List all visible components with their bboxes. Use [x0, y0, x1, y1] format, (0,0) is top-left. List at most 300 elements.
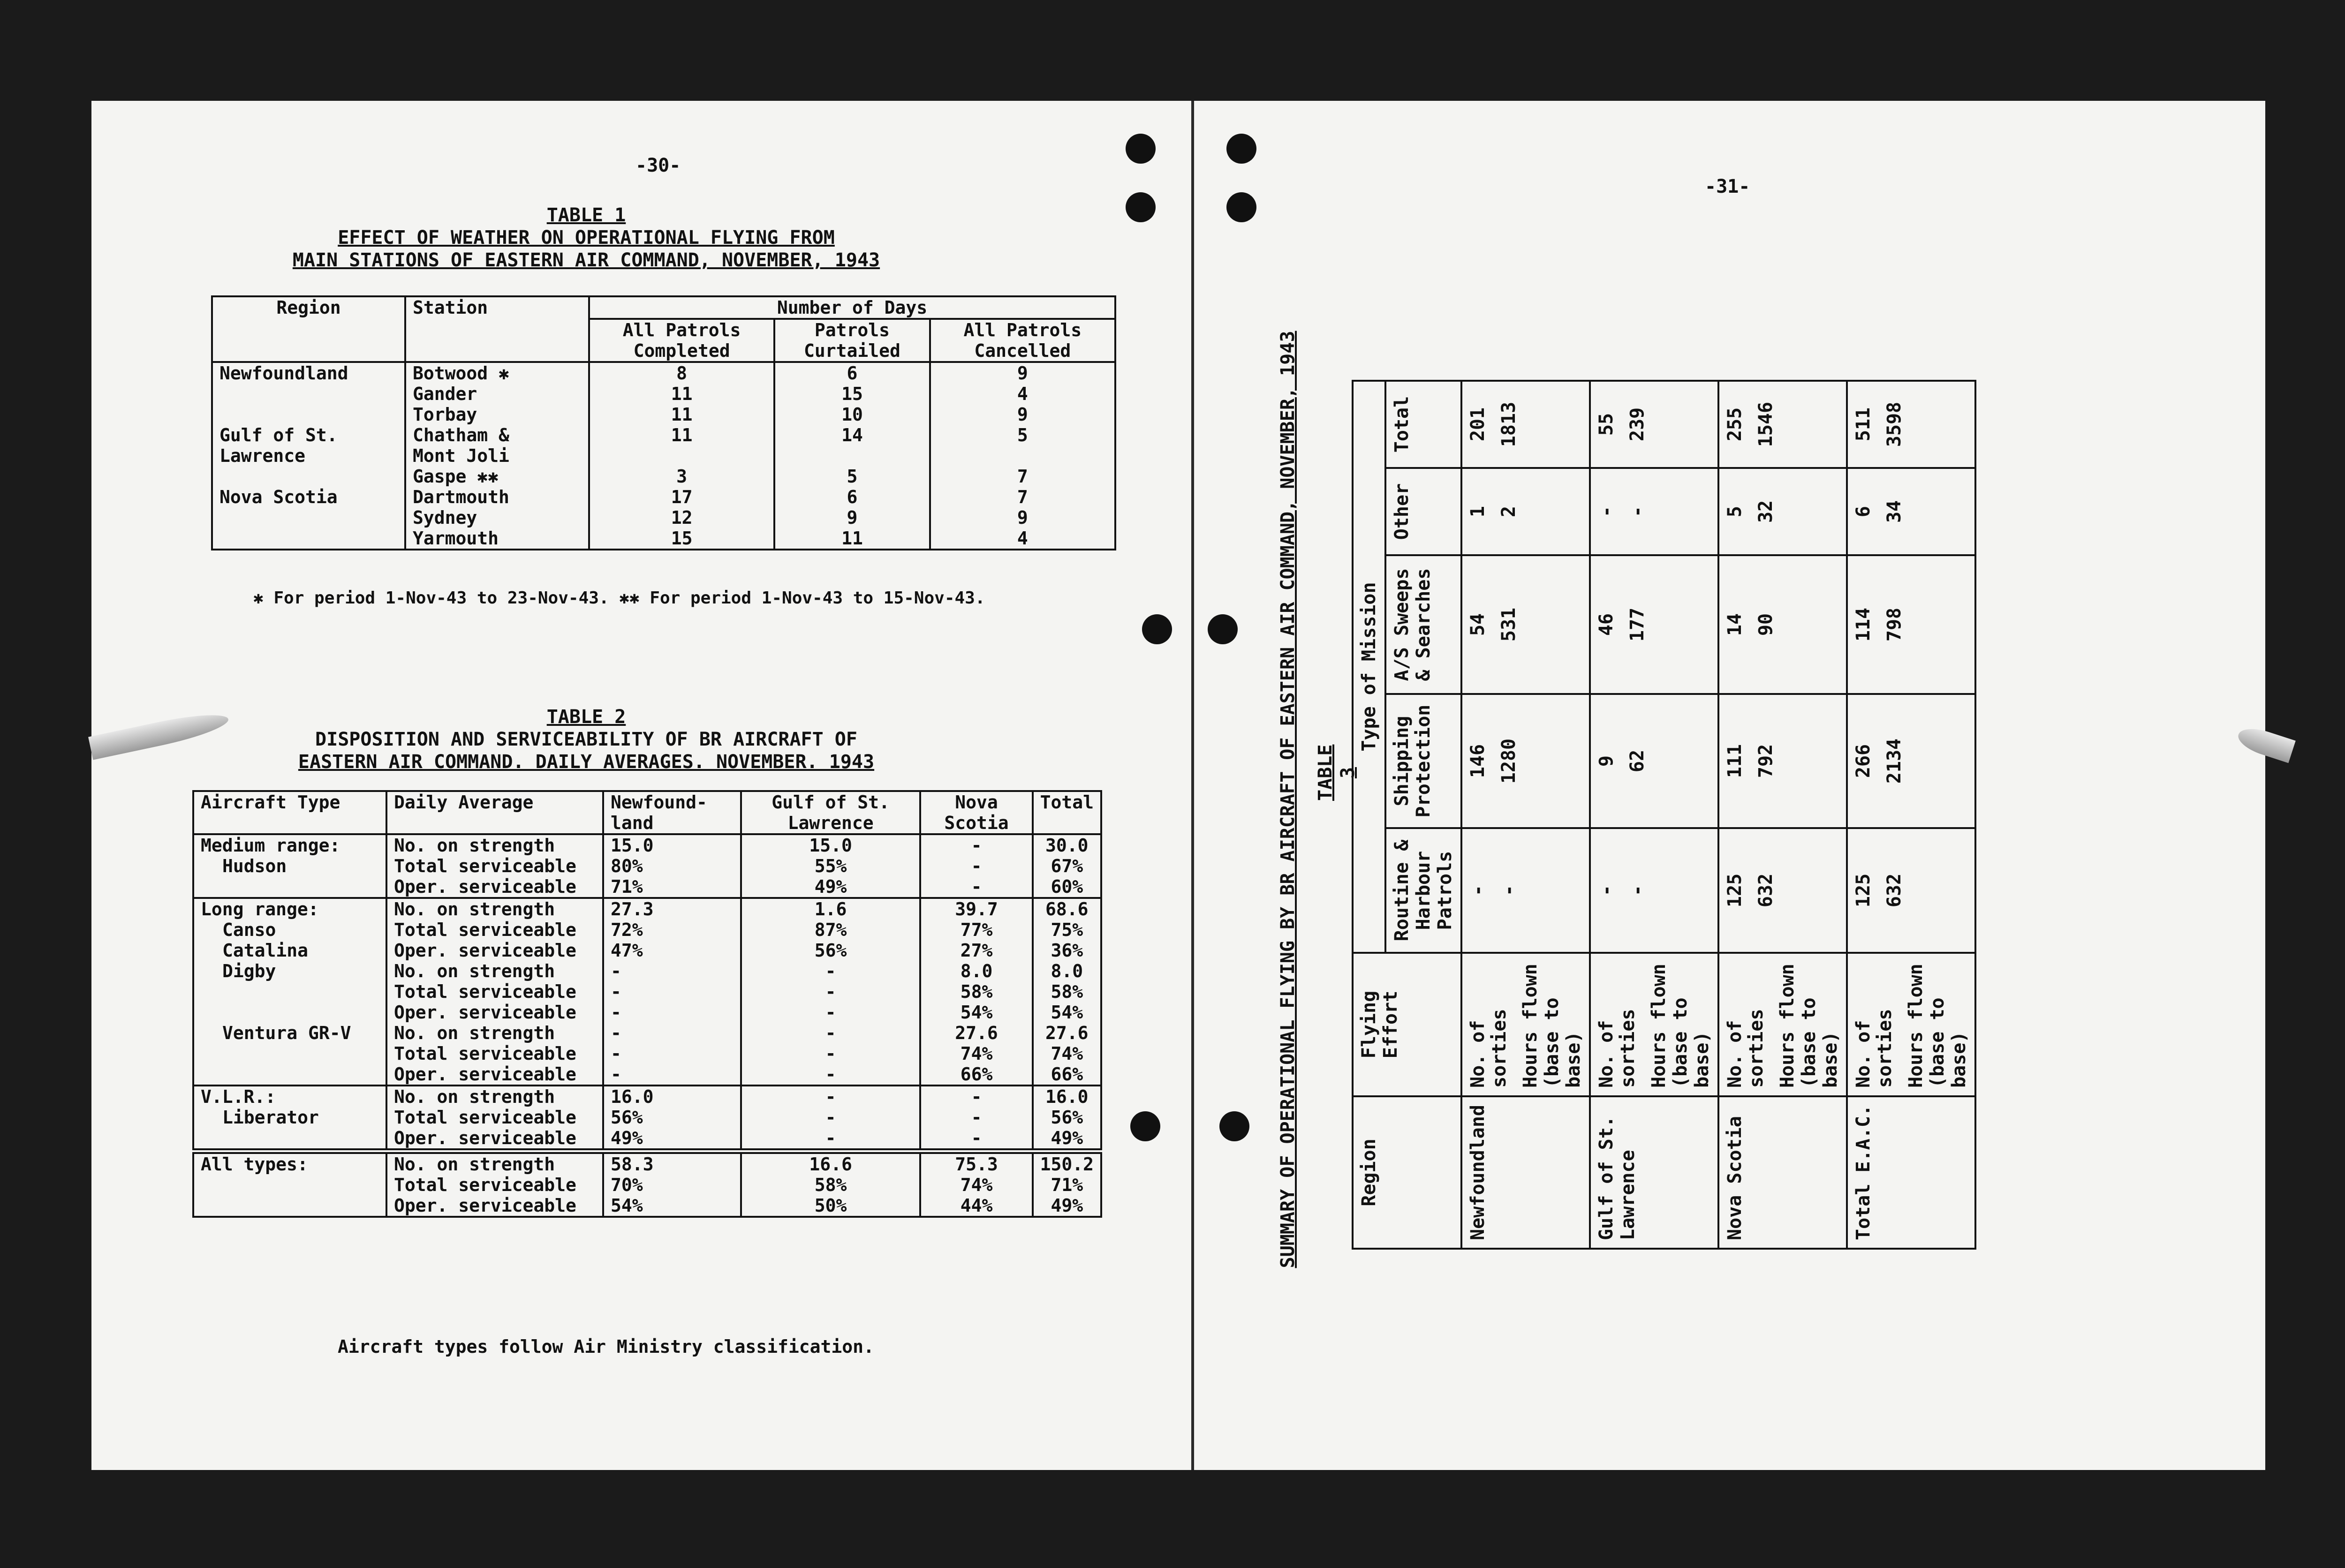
- t3-hours-value: 1546: [1755, 401, 1777, 447]
- t3-sorties-value: 9: [1596, 755, 1617, 767]
- t2-cell-ns: 74%: [920, 1043, 1032, 1064]
- t2-cell-nf: -: [603, 961, 741, 981]
- table3: [1352, 380, 1976, 1250]
- t3-header-flying-effort: Flying Effort: [1353, 953, 1461, 1096]
- t2-cell-avg: Oper. serviceable: [386, 876, 603, 898]
- t3-hours-value: 32: [1755, 500, 1777, 523]
- t2-cell-gulf: -: [741, 1107, 921, 1128]
- t3-header-type-of-mission: Type of Mission: [1353, 381, 1385, 953]
- table1-title-line2: MAIN STATIONS OF EASTERN AIR COMMAND, NOVEMBER, 1943: [292, 249, 880, 271]
- t2-cell-avg: Oper. serviceable: [386, 1002, 603, 1023]
- t3-header-routine: Routine & Harbour Patrols: [1385, 828, 1461, 953]
- t3-sorties-value: -: [1596, 884, 1617, 897]
- t2-cell-avg: Oper. serviceable: [386, 940, 603, 961]
- t2-cell-ns: -: [920, 834, 1032, 856]
- t3-cell-value: [1461, 381, 1590, 468]
- t3-cell-flying-effort: [1718, 953, 1847, 1096]
- t1-cell-cancelled: 7: [930, 487, 1115, 507]
- t2-cell-total: 68.6: [1033, 898, 1101, 920]
- t2-cell-total: 74%: [1033, 1043, 1101, 1064]
- t3-hours-value: 792: [1755, 744, 1777, 778]
- t2-cell-gulf: -: [741, 1043, 921, 1064]
- t3-sorties-value: 54: [1467, 613, 1489, 636]
- t2-cell-ns: 75.3: [920, 1151, 1032, 1175]
- t2-cell-avg: Total serviceable: [386, 1043, 603, 1064]
- t2-cell-total: 30.0: [1033, 834, 1101, 856]
- t3-sorties-value: 266: [1853, 744, 1874, 778]
- t2-cell-type: Canso: [193, 920, 386, 940]
- t2-cell-avg: Total serviceable: [386, 920, 603, 940]
- t2-header-gulf: Gulf of St. Lawrence: [741, 791, 921, 834]
- t2-cell-gulf: 87%: [741, 920, 921, 940]
- t3-cell-flying-effort: [1461, 953, 1590, 1096]
- t2-cell-avg: Oper. serviceable: [386, 1064, 603, 1086]
- t2-cell-nf: 16.0: [603, 1086, 741, 1107]
- t2-row: [193, 940, 1101, 961]
- t2-cell-nf: -: [603, 1064, 741, 1086]
- t1-cell-curtailed: 9: [774, 507, 930, 528]
- t1-cell-completed: 17: [589, 487, 774, 507]
- t2-cell-avg: No. on strength: [386, 1023, 603, 1043]
- t2-cell-ns: 77%: [920, 920, 1032, 940]
- t3-label-hours: Hours flown (base to base): [1905, 964, 1970, 1088]
- t3-hours-value: 798: [1884, 607, 1905, 642]
- t1-cell-station: Torbay: [405, 404, 589, 425]
- t3-cell-flying-effort: [1847, 953, 1975, 1096]
- t2-cell-nf: -: [603, 981, 741, 1002]
- t2-cell-type: [193, 1128, 386, 1151]
- t3-cell-value: [1590, 468, 1718, 555]
- t3-sorties-value: 201: [1467, 407, 1489, 442]
- t1-cell-region: Gulf of St.: [212, 425, 405, 445]
- t1-cell-station: Sydney: [405, 507, 589, 528]
- t3-sorties-value: 46: [1596, 613, 1617, 636]
- t2-row: [193, 1195, 1101, 1217]
- t2-cell-nf: 71%: [603, 876, 741, 898]
- t3-header-region: Region: [1353, 1096, 1461, 1249]
- t3-hours-value: 3598: [1884, 401, 1905, 447]
- t2-row: [193, 876, 1101, 898]
- t2-cell-gulf: 1.6: [741, 898, 921, 920]
- t2-row: [193, 1043, 1101, 1064]
- t1-cell-station: Yarmouth: [405, 528, 589, 550]
- t1-cell-cancelled: 5: [930, 425, 1115, 445]
- t3-hours-value: 34: [1884, 500, 1905, 523]
- t3-cell-value: [1590, 555, 1718, 694]
- t2-cell-gulf: -: [741, 1023, 921, 1043]
- t2-cell-avg: Total serviceable: [386, 981, 603, 1002]
- t3-header-shipping: Shipping Protection: [1385, 694, 1461, 828]
- t2-cell-avg: Total serviceable: [386, 1107, 603, 1128]
- t1-cell-curtailed: [774, 445, 930, 466]
- t2-row: [193, 1151, 1101, 1175]
- t2-cell-type: [193, 876, 386, 898]
- t3-sorties-value: 125: [1724, 873, 1746, 908]
- t3-cell-region: Gulf of St. Lawrence: [1590, 1096, 1718, 1249]
- t2-cell-type: All types:: [193, 1151, 386, 1175]
- t1-cell-cancelled: [930, 445, 1115, 466]
- t2-cell-nf: 27.3: [603, 898, 741, 920]
- t2-cell-ns: 54%: [920, 1002, 1032, 1023]
- table3-title: [1276, 293, 1300, 1306]
- t1-cell-completed: 11: [589, 404, 774, 425]
- t2-cell-nf: 56%: [603, 1107, 741, 1128]
- t3-sorties-value: -: [1467, 884, 1489, 897]
- t3-header-sweeps: A/S Sweeps & Searches: [1385, 555, 1461, 694]
- t2-cell-gulf: 56%: [741, 940, 921, 961]
- t1-header-completed: All Patrols Completed: [589, 319, 774, 362]
- t1-row: [212, 362, 1115, 384]
- t2-cell-total: 16.0: [1033, 1086, 1101, 1107]
- t1-cell-completed: 3: [589, 466, 774, 487]
- t1-cell-completed: 11: [589, 425, 774, 445]
- t2-cell-avg: No. on strength: [386, 1086, 603, 1107]
- t3-hours-value: -: [1626, 884, 1648, 897]
- table2-title-line2: EASTERN AIR COMMAND. DAILY AVERAGES. NOVEMBER. 1943: [298, 751, 875, 773]
- t2-cell-gulf: 15.0: [741, 834, 921, 856]
- t3-label-sorties: No. of sorties: [1724, 1009, 1767, 1088]
- t3-sorties-value: 111: [1724, 744, 1746, 778]
- t3-hours-value: 1280: [1498, 738, 1520, 784]
- t2-cell-gulf: 49%: [741, 876, 921, 898]
- punch-hole: [1219, 1111, 1249, 1141]
- t1-cell-cancelled: 9: [930, 507, 1115, 528]
- punch-hole: [1208, 614, 1238, 644]
- t3-sorties-value: 6: [1853, 505, 1874, 518]
- t3-row: [1718, 381, 1847, 1249]
- table1-title-line1: EFFECT OF WEATHER ON OPERATIONAL FLYING FROM: [338, 227, 835, 249]
- t2-cell-avg: No. on strength: [386, 1151, 603, 1175]
- t2-cell-gulf: -: [741, 1128, 921, 1151]
- t2-cell-type: Ventura GR-V: [193, 1023, 386, 1043]
- t3-cell-value: [1590, 828, 1718, 953]
- page-number-30: -30-: [635, 155, 681, 176]
- t3-sorties-value: 125: [1853, 873, 1874, 908]
- t2-row: [193, 856, 1101, 876]
- table3-title-text: SUMMARY OF OPERATIONAL FLYING BY BR AIRCRAFT OF EASTERN AIR COMMAND, NOVEMBER, 1943: [1277, 331, 1299, 1268]
- t1-cell-region: Lawrence: [212, 445, 405, 466]
- t2-row: [193, 920, 1101, 940]
- t2-cell-type: Liberator: [193, 1107, 386, 1128]
- t1-row: [212, 384, 1115, 404]
- punch-hole: [1226, 134, 1256, 164]
- t1-cell-cancelled: 4: [930, 528, 1115, 550]
- t2-cell-type: Catalina: [193, 940, 386, 961]
- t2-cell-total: 60%: [1033, 876, 1101, 898]
- t2-cell-ns: 66%: [920, 1064, 1032, 1086]
- t1-cell-curtailed: 10: [774, 404, 930, 425]
- t3-cell-value: [1847, 468, 1975, 555]
- t2-cell-type: [193, 1002, 386, 1023]
- t2-cell-ns: 27.6: [920, 1023, 1032, 1043]
- t2-cell-ns: 74%: [920, 1175, 1032, 1195]
- t3-hours-value: -: [1498, 884, 1520, 897]
- t1-cell-station: Chatham &: [405, 425, 589, 445]
- t1-row: [212, 487, 1115, 507]
- table1-title: [234, 204, 938, 271]
- t1-cell-region: [212, 466, 405, 487]
- t2-cell-nf: 72%: [603, 920, 741, 940]
- punch-hole: [1130, 1111, 1160, 1141]
- t3-sorties-value: 55: [1596, 413, 1617, 436]
- t2-header-daily-average: Daily Average: [386, 791, 603, 834]
- t2-cell-nf: 47%: [603, 940, 741, 961]
- t2-cell-total: 71%: [1033, 1175, 1101, 1195]
- t2-cell-nf: 54%: [603, 1195, 741, 1217]
- t1-cell-curtailed: 14: [774, 425, 930, 445]
- t3-hours-value: 632: [1884, 873, 1905, 908]
- t2-cell-gulf: -: [741, 1086, 921, 1107]
- t3-sorties-value: 5: [1724, 505, 1746, 518]
- t1-header-cancelled: All Patrols Cancelled: [930, 319, 1115, 362]
- t3-label-hours: Hours flown (base to base): [1777, 964, 1841, 1088]
- t2-cell-total: 67%: [1033, 856, 1101, 876]
- t3-cell-value: [1718, 468, 1847, 555]
- t2-cell-ns: -: [920, 856, 1032, 876]
- t1-cell-region: [212, 528, 405, 550]
- t3-cell-value: [1847, 555, 1975, 694]
- t2-cell-type: V.L.R.:: [193, 1086, 386, 1107]
- t1-row: [212, 425, 1115, 445]
- t1-cell-cancelled: 7: [930, 466, 1115, 487]
- t3-sorties-value: 146: [1467, 744, 1489, 778]
- t3-label-sorties: No. of sorties: [1596, 1009, 1639, 1088]
- t1-header-station: Station: [405, 296, 589, 362]
- table2-footnote: Aircraft types follow Air Ministry classification.: [338, 1336, 874, 1357]
- t2-cell-gulf: 58%: [741, 1175, 921, 1195]
- t2-cell-type: [193, 1064, 386, 1086]
- t1-cell-region: Nova Scotia: [212, 487, 405, 507]
- page-number-31: -31-: [1705, 176, 1750, 197]
- t3-hours-value: 2: [1498, 505, 1520, 518]
- t2-cell-nf: 15.0: [603, 834, 741, 856]
- t2-cell-total: 150.2: [1033, 1151, 1101, 1175]
- t3-sorties-value: 114: [1853, 607, 1874, 642]
- page-divider: [1191, 101, 1194, 1470]
- t2-row: [193, 898, 1101, 920]
- t2-row: [193, 834, 1101, 856]
- t1-cell-cancelled: 9: [930, 362, 1115, 384]
- t3-hours-value: 2134: [1884, 738, 1905, 784]
- t3-cell-value: [1461, 828, 1590, 953]
- t2-row: [193, 1086, 1101, 1107]
- t3-hours-value: 90: [1755, 613, 1777, 636]
- t2-cell-gulf: 16.6: [741, 1151, 921, 1175]
- t1-cell-region: [212, 384, 405, 404]
- t2-cell-ns: 8.0: [920, 961, 1032, 981]
- t3-hours-value: 62: [1626, 749, 1648, 773]
- t2-cell-type: Hudson: [193, 856, 386, 876]
- t3-hours-value: 531: [1498, 607, 1520, 642]
- t1-cell-cancelled: 4: [930, 384, 1115, 404]
- t2-header-total: Total: [1033, 791, 1101, 834]
- t1-header-number-of-days: Number of Days: [589, 296, 1115, 319]
- t2-header-newfoundland: Newfound-land: [603, 791, 741, 834]
- punch-hole: [1126, 192, 1156, 222]
- t1-cell-completed: 12: [589, 507, 774, 528]
- t3-cell-region: Newfoundland: [1461, 1096, 1590, 1249]
- t2-row: [193, 981, 1101, 1002]
- t2-cell-total: 54%: [1033, 1002, 1101, 1023]
- t2-cell-gulf: -: [741, 981, 921, 1002]
- t2-cell-ns: -: [920, 1107, 1032, 1128]
- t2-row: [193, 961, 1101, 981]
- t3-row: [1847, 381, 1975, 1249]
- t1-header-region: Region: [212, 296, 405, 362]
- t2-cell-nf: 80%: [603, 856, 741, 876]
- t3-row: [1590, 381, 1718, 1249]
- t3-hours-value: 177: [1626, 607, 1648, 642]
- table1-footnote: ✱ For period 1-Nov-43 to 23-Nov-43. ✱✱ For period 1-Nov-43 to 15-Nov-43.: [253, 588, 985, 608]
- t1-cell-station: Mont Joli: [405, 445, 589, 466]
- punch-hole: [1126, 134, 1156, 164]
- t2-cell-ns: -: [920, 1128, 1032, 1151]
- t2-cell-type: Long range:: [193, 898, 386, 920]
- t2-cell-gulf: 50%: [741, 1195, 921, 1217]
- t2-row: [193, 1175, 1101, 1195]
- t1-cell-completed: [589, 445, 774, 466]
- t3-hours-value: -: [1626, 505, 1648, 518]
- t3-cell-value: [1847, 828, 1975, 953]
- t1-cell-region: [212, 404, 405, 425]
- t3-row: [1461, 381, 1590, 1249]
- t2-cell-total: 75%: [1033, 920, 1101, 940]
- t2-cell-avg: No. on strength: [386, 834, 603, 856]
- t3-cell-value: [1718, 828, 1847, 953]
- table2: [192, 790, 1102, 1218]
- t1-row: [212, 528, 1115, 550]
- table3-rotated-block: [1276, 293, 1976, 1306]
- t2-cell-total: 27.6: [1033, 1023, 1101, 1043]
- t2-cell-gulf: -: [741, 1002, 921, 1023]
- t2-cell-ns: 44%: [920, 1195, 1032, 1217]
- t3-label-hours: Hours flown (base to base): [1648, 964, 1713, 1088]
- t1-cell-completed: 11: [589, 384, 774, 404]
- t2-cell-total: 49%: [1033, 1195, 1101, 1217]
- t3-cell-value: [1461, 468, 1590, 555]
- t2-cell-type: Medium range:: [193, 834, 386, 856]
- table2-title-line1: DISPOSITION AND SERVICEABILITY OF BR AIRCRAFT OF: [315, 729, 857, 750]
- t2-cell-avg: Total serviceable: [386, 856, 603, 876]
- t1-cell-curtailed: 6: [774, 362, 930, 384]
- t2-row: [193, 1064, 1101, 1086]
- t2-cell-type: [193, 1043, 386, 1064]
- t2-cell-avg: No. on strength: [386, 961, 603, 981]
- t2-cell-total: 8.0: [1033, 961, 1101, 981]
- t2-cell-nf: 49%: [603, 1128, 741, 1151]
- t3-cell-value: [1461, 694, 1590, 828]
- t1-row: [212, 466, 1115, 487]
- t3-sorties-value: -: [1596, 505, 1617, 518]
- t1-row: [212, 507, 1115, 528]
- t1-cell-completed: 15: [589, 528, 774, 550]
- t1-cell-cancelled: 9: [930, 404, 1115, 425]
- t3-cell-value: [1847, 694, 1975, 828]
- t3-header-other: Other: [1385, 468, 1461, 555]
- t2-cell-avg: Total serviceable: [386, 1175, 603, 1195]
- t3-label-hours: Hours flown (base to base): [1520, 964, 1584, 1088]
- t2-cell-ns: -: [920, 1086, 1032, 1107]
- t2-cell-gulf: 55%: [741, 856, 921, 876]
- t3-hours-value: 239: [1626, 407, 1648, 442]
- t2-cell-total: 49%: [1033, 1128, 1101, 1151]
- t3-cell-region: Nova Scotia: [1718, 1096, 1847, 1249]
- t2-cell-type: Digby: [193, 961, 386, 981]
- t3-cell-region: Total E.A.C.: [1847, 1096, 1975, 1249]
- t1-header-curtailed: Patrols Curtailed: [774, 319, 930, 362]
- table1-label: TABLE 1: [546, 204, 626, 226]
- t2-cell-nf: -: [603, 1023, 741, 1043]
- t1-row: [212, 404, 1115, 425]
- t3-hours-value: 632: [1755, 873, 1777, 908]
- t1-row: [212, 445, 1115, 466]
- t1-cell-curtailed: 6: [774, 487, 930, 507]
- t1-cell-completed: 8: [589, 362, 774, 384]
- t1-cell-curtailed: 15: [774, 384, 930, 404]
- t2-cell-total: 66%: [1033, 1064, 1101, 1086]
- t1-cell-station: Gander: [405, 384, 589, 404]
- t3-sorties-value: 255: [1724, 407, 1746, 442]
- t1-cell-curtailed: 5: [774, 466, 930, 487]
- t3-label-sorties: No. of sorties: [1467, 1009, 1510, 1088]
- t1-cell-station: Botwood ✱: [405, 362, 589, 384]
- t2-cell-ns: 39.7: [920, 898, 1032, 920]
- t3-cell-flying-effort: [1590, 953, 1718, 1096]
- t2-cell-nf: -: [603, 1043, 741, 1064]
- t2-header-aircraft-type: Aircraft Type: [193, 791, 386, 834]
- t3-sorties-value: 511: [1853, 407, 1874, 442]
- t1-cell-station: Gaspe ✱✱: [405, 466, 589, 487]
- t2-cell-avg: Oper. serviceable: [386, 1128, 603, 1151]
- t2-cell-type: [193, 1175, 386, 1195]
- t2-cell-type: [193, 981, 386, 1002]
- t1-cell-station: Dartmouth: [405, 487, 589, 507]
- t2-cell-type: [193, 1195, 386, 1217]
- table2-label: TABLE 2: [546, 706, 626, 728]
- t3-cell-value: [1718, 555, 1847, 694]
- t2-row: [193, 1128, 1101, 1151]
- t2-row: [193, 1002, 1101, 1023]
- t3-hours-value: 1813: [1498, 401, 1520, 447]
- t1-cell-region: [212, 507, 405, 528]
- t3-cell-value: [1590, 694, 1718, 828]
- t1-cell-curtailed: 11: [774, 528, 930, 550]
- t3-label-sorties: No. of sorties: [1853, 1009, 1896, 1088]
- table3-label: TABLE 3: [1315, 744, 1359, 801]
- punch-hole: [1226, 192, 1256, 222]
- t3-header-total: Total: [1385, 381, 1461, 468]
- t2-cell-gulf: -: [741, 1064, 921, 1086]
- t3-cell-value: [1718, 381, 1847, 468]
- t2-cell-ns: 58%: [920, 981, 1032, 1002]
- table2-title: [234, 706, 938, 773]
- t2-cell-avg: No. on strength: [386, 898, 603, 920]
- t2-cell-total: 58%: [1033, 981, 1101, 1002]
- table1: [211, 295, 1116, 550]
- t2-cell-nf: -: [603, 1002, 741, 1023]
- t2-cell-gulf: -: [741, 961, 921, 981]
- t2-header-nova-scotia: Nova Scotia: [920, 791, 1032, 834]
- t3-cell-value: [1718, 694, 1847, 828]
- t3-cell-value: [1461, 555, 1590, 694]
- t3-cell-value: [1847, 381, 1975, 468]
- t2-cell-ns: -: [920, 876, 1032, 898]
- t1-cell-region: Newfoundland: [212, 362, 405, 384]
- t2-cell-nf: 70%: [603, 1175, 741, 1195]
- t3-sorties-value: 14: [1724, 613, 1746, 636]
- t3-sorties-value: 1: [1467, 505, 1489, 518]
- t2-cell-nf: 58.3: [603, 1151, 741, 1175]
